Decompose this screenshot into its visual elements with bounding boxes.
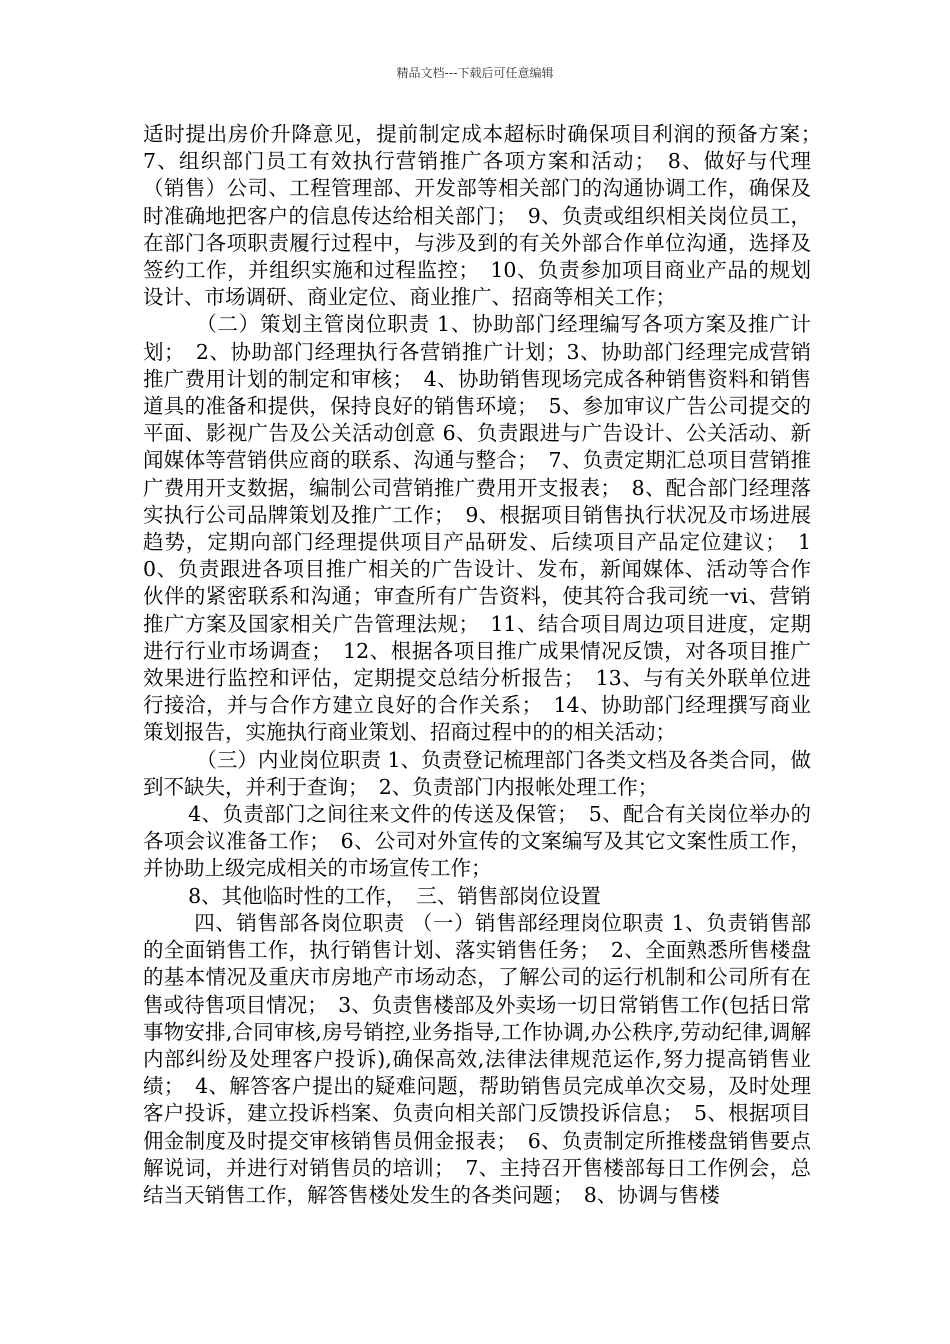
paragraph-5: 8、其他临时性的工作， 三、销售部岗位设置 (188, 883, 601, 908)
paragraph-1: 适时提出房价升降意见，提前制定成本超标时确保项目利润的预备方案； 7、组织部门员工有效执行营销推广各项方案和活动； 8、做好与代理（销售）公司、工程管理部、开发部等相关部门的沟通协调工作，确保及时准确地把客户的信息传达给相关部门； 9、负责或组织相关岗位员工，在部门各项职责履行过程中，与涉及到的有关外部合作单位沟通，选择及签约工作，并组织实施和过程监控； 10、负责参加项目商业产品的规划设计、市场调研、商业定位、商业推广、招商等相关工作； (143, 122, 832, 310)
document-body (143, 121, 832, 1209)
page-header: 精品文档---下载后可任意编辑 (396, 66, 554, 80)
paragraph-6: 四、销售部各岗位职责 （一）销售部经理岗位职责 1、负责销售部的全面销售工作，执行销售计划、落实销售任务； 2、全面熟悉所售楼盘的基本情况及重庆市房地产市场动态，了解公司的运行机制和公司所有在售或待售项目情况； 3、负责售楼部及外卖场一切日常销售工作(包括日常事物安排,合同审核,房号销控,业务指导,工作协调,办公秩序,劳动纪律,调解内部纠纷及处理客户投诉),确保高效,法律法律规范运作,努力提高销售业绩； 4、解答客户提出的疑难问题，帮助销售员完成单次交易，及时处理客户投诉，建立投诉档案、负责向相关部门反馈投诉信息； 5、根据项目佣金制度及时提交审核销售员佣金报表； 6、负责制定所推楼盘销售要点解说词，并进行对销售员的培训； 7、主持召开售楼部每日工作例会，总结当天销售工作，解答售楼处发生的各类问题； 8、协调与售楼 (143, 910, 811, 1207)
paragraph-3: （三）内业岗位职责 1、负责登记梳理部门各类文档及各类合同，做到不缺失，并利于查询； 2、负责部门内报帐处理工作； (143, 747, 811, 799)
paragraph-4: 4、负责部门之间往来文件的传送及保管； 5、配合有关岗位举办的各项会议准备工作； 6、公司对外宣传的文案编写及其它文案性质工作，并协助上级完成相关的市场宣传工作； (143, 802, 811, 881)
paragraph-2: （二）策划主管岗位职责 1、协助部门经理编写各项方案及推广计划； 2、协助部门经理执行各营销推广计划；3、协助部门经理完成营销推广费用计划的制定和审核； 4、协助销售现场完成各种销售资料和销售道具的准备和提供，保持良好的销售环境； 5、参加审议广告公司提交的平面、影视广告及公关活动创意 6、负责跟进与广告设计、公关活动、新闻媒体等营销供应商的联系、沟通与整合； 7、负责定期汇总项目营销推广费用开支数据，编制公司营销推广费用开支报表； 8、配合部门经理落实执行公司品牌策划及推广工作； 9、根据项目销售执行状况及市场进展趋势，定期向部门经理提供项目产品研发、后续项目产品定位建议； 10、负责跟进各项目推广相关的广告设计、发布，新闻媒体、活动等合作伙伴的紧密联系和沟通；审查所有广告资料，使其符合我司统一vi、营销推广方案及国家相关广告管理法规； 11、结合项目周边项目进度，定期进行行业市场调查； 12、根据各项目推广成果情况反馈，对各项目推广效果进行监控和评估，定期提交总结分析报告； 13、与有关外联单位进行接洽，并与合作方建立良好的合作关系； 14、协助部门经理撰写商业策划报告，实施执行商业策划、招商过程中的的相关活动； (143, 312, 811, 745)
